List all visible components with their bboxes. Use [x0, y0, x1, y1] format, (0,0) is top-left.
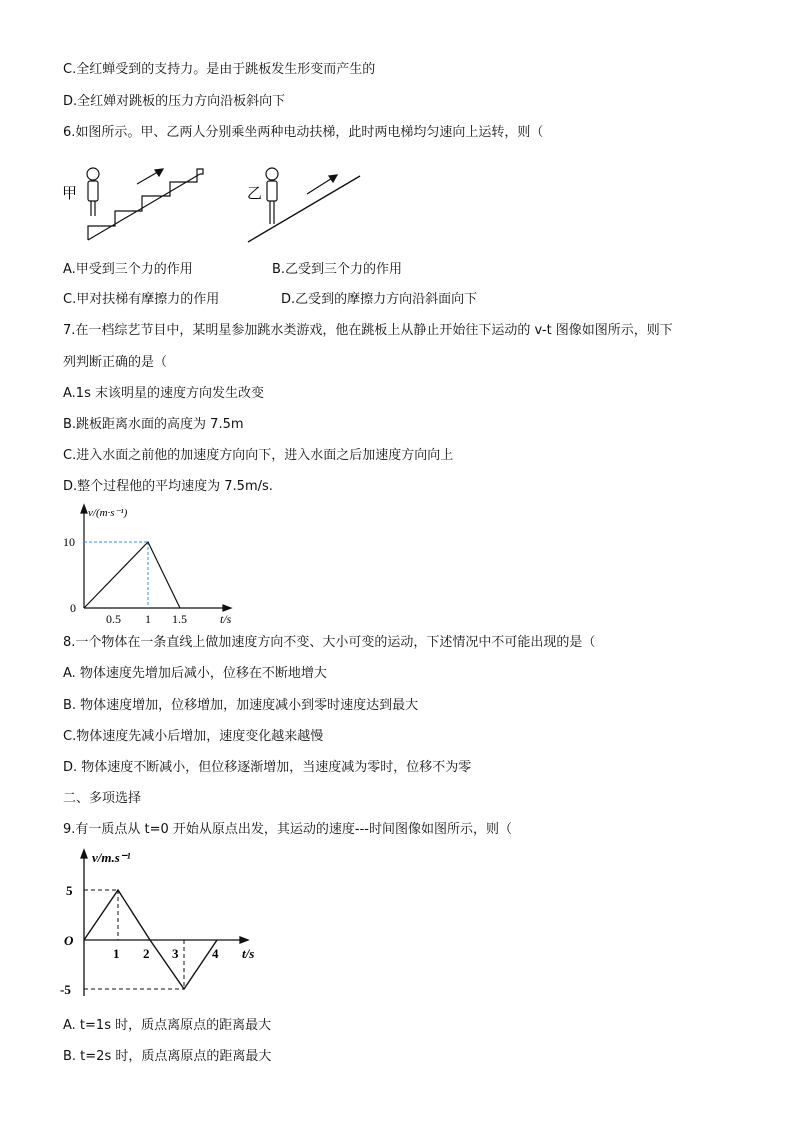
- person-yi: [266, 168, 278, 224]
- arrow-yi: [307, 175, 337, 194]
- origin-label: 0: [70, 601, 76, 615]
- question-8-stem: 8.一个物体在一条直线上做加速度方向不变、大小可变的运动，下述情况中不可能出现的是（: [63, 635, 596, 650]
- x-tick-1: 1: [145, 612, 151, 624]
- x-tick-0.5: 0.5: [106, 612, 121, 624]
- y-axis-label: v/(m·s⁻¹): [88, 507, 128, 519]
- y-tick-5: 5: [66, 883, 73, 898]
- arrow-jia: [137, 169, 163, 184]
- question-7-stem: 7.在一档综艺节目中，某明星参加跳水类游戏，他在跳板上从静止开始往下运动的 v-t 图像如图所示，则下: [63, 323, 673, 338]
- vt-graph-q9: [60, 846, 270, 1004]
- x-tick-1.5: 1.5: [172, 612, 187, 624]
- question-6-option-a: A.甲受到三个力的作用: [63, 262, 193, 277]
- vt-graph-q7: [60, 502, 250, 624]
- velocity-line: [84, 542, 180, 608]
- question-8-option-a: A. 物体速度先增加后减小，位移在不断地增大: [63, 666, 327, 681]
- question-9-stem: 9.有一质点从 t=0 开始从原点出发，其运动的速度---时间图像如图所示，则（: [63, 822, 513, 837]
- question-6-stem: 6.如图所示。甲、乙两人分别乘坐两种电动扶梯，此时两电梯均匀速向上运转，则（: [63, 125, 544, 140]
- question-5-option-c: C.全红蝉受到的支持力。是由于跳板发生形变而产生的: [63, 62, 376, 77]
- y-tick-minus5: -5: [60, 982, 71, 997]
- flat-escalator: [248, 176, 360, 242]
- x-tick-4: 4: [212, 946, 219, 961]
- question-8-option-c: C.物体速度先减小后增加，速度变化越来越慢: [63, 729, 324, 744]
- question-7-option-a: A.1s 末该明星的速度方向发生改变: [63, 386, 264, 401]
- question-6-option-b: B.乙受到三个力的作用: [272, 262, 403, 277]
- x-tick-2: 2: [143, 946, 150, 961]
- question-6-option-d: D.乙受到的摩擦力方向沿斜面向下: [281, 292, 478, 307]
- question-7-stem-cont: 列判断正确的是（: [63, 355, 168, 370]
- x-axis-label: t/s: [242, 946, 255, 961]
- escalator-figure: [60, 158, 370, 246]
- y-axis-label: v/m.s⁻¹: [92, 850, 131, 865]
- y-tick-10: 10: [63, 535, 75, 549]
- person-jia: [87, 168, 99, 216]
- question-7-option-c: C.进入水面之前他的加速度方向向下，进入水面之后加速度方向向上: [63, 448, 454, 463]
- label-yi: 乙: [247, 186, 263, 202]
- x-axis-label: t/s: [220, 612, 232, 624]
- label-jia: 甲: [62, 186, 78, 202]
- question-5-option-d: D.全红婵对跳板的压力方向沿板斜向下: [63, 94, 286, 109]
- question-9-option-b: B. t=2s 时，质点离原点的距离最大: [63, 1049, 272, 1064]
- question-6-option-c: C.甲对扶梯有摩擦力的作用: [63, 292, 220, 307]
- question-9-option-a: A. t=1s 时，质点离原点的距离最大: [63, 1018, 272, 1033]
- question-8-option-d: D. 物体速度不断减小，但位移逐渐增加，当速度减为零时，位移不为零: [63, 760, 472, 775]
- question-7-option-b: B.跳板距离水面的高度为 7.5m: [63, 417, 244, 432]
- x-tick-1: 1: [113, 946, 120, 961]
- question-7-option-d: D.整个过程他的平均速度为 7.5m/s.: [63, 479, 273, 494]
- origin-label: O: [64, 933, 74, 948]
- section-heading-multiple-choice: 二、多项选择: [63, 791, 142, 806]
- question-8-option-b: B. 物体速度增加，位移增加，加速度减小到零时速度达到最大: [63, 698, 419, 713]
- x-tick-3: 3: [172, 946, 179, 961]
